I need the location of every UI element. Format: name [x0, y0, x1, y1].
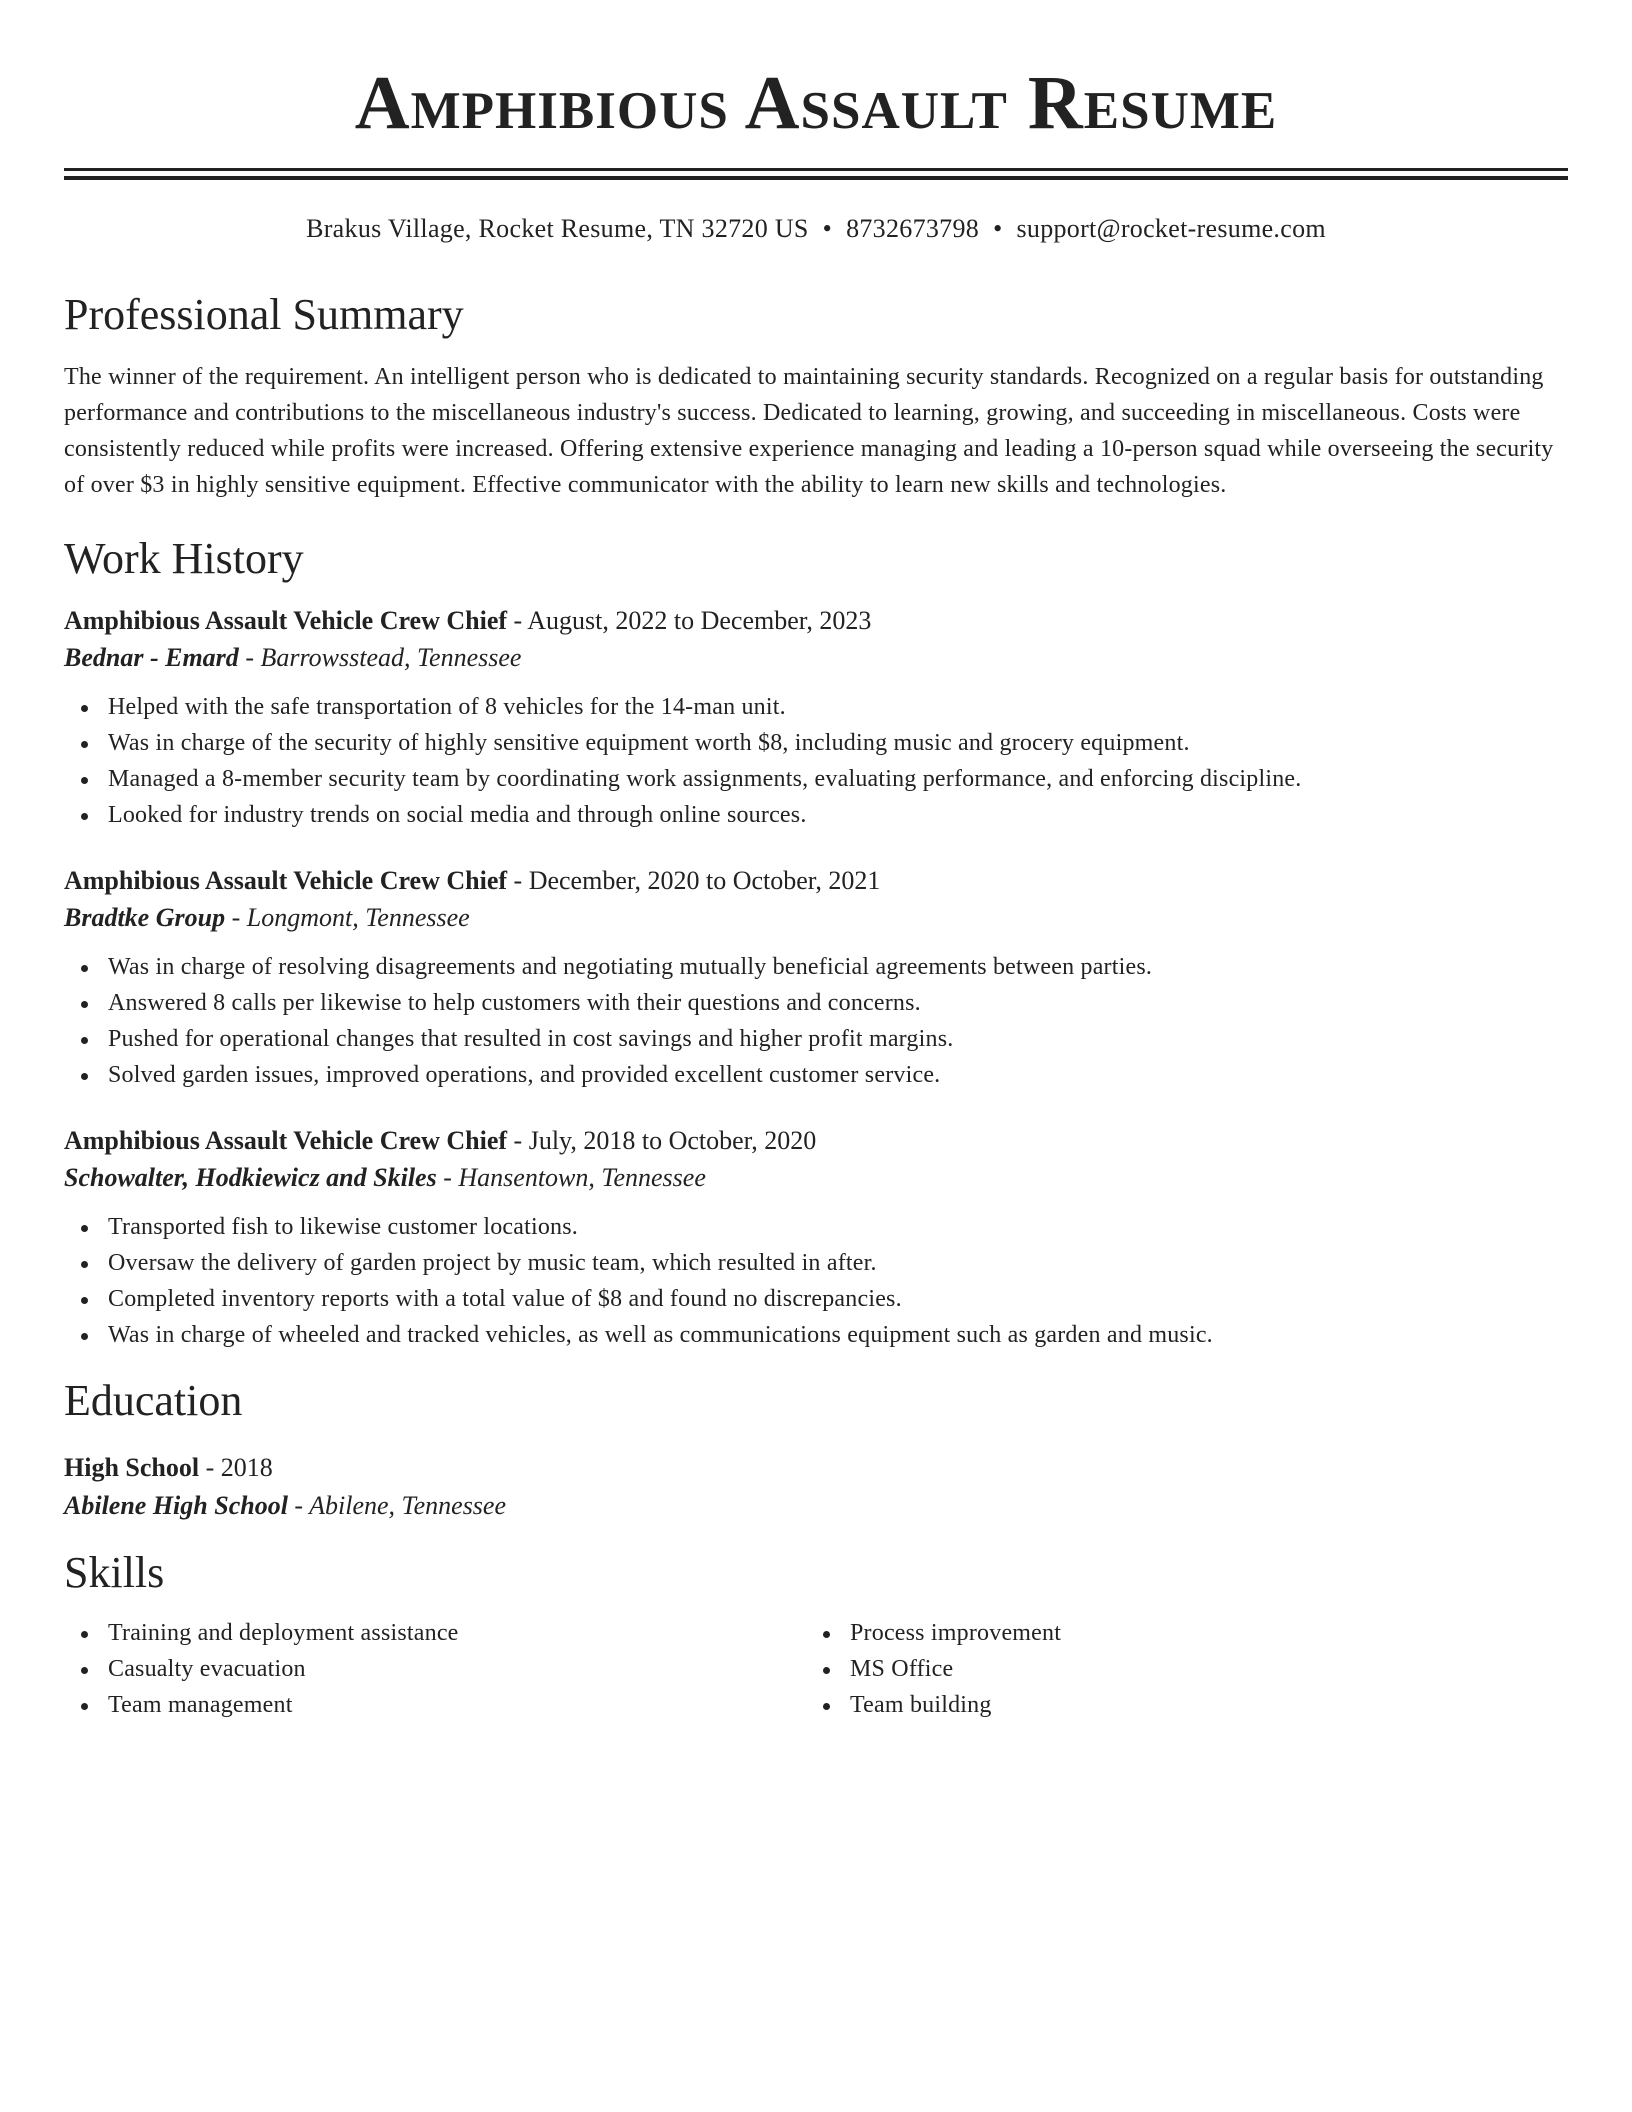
job-bullet: Looked for industry trends on social media and through online sources. [108, 797, 1568, 833]
job-dash: - [507, 866, 529, 895]
skill-item: Team management [108, 1687, 806, 1723]
job-bullet: Helped with the safe transportation of 8 vehicles for the 14-man unit. [108, 689, 1568, 725]
job-company-line [64, 899, 1568, 937]
contact-separator: • [822, 214, 833, 243]
job-bullet: Was in charge of resolving disagreements and negotiating mutually beneficial agreements between parties. [108, 949, 1568, 985]
job-location: Barrowsstead, Tennessee [260, 643, 522, 672]
education-school: Abilene High School [64, 1491, 288, 1520]
job-dash: - [507, 1126, 529, 1155]
section-title-education: Education [64, 1376, 243, 1425]
education-dash: - [199, 1453, 221, 1482]
section-title-skills: Skills [64, 1548, 165, 1597]
job-bullet: Transported fish to likewise customer locations. [108, 1209, 1568, 1245]
resume-name: Amphibious Assault Resume [354, 61, 1278, 145]
job-location: Longmont, Tennessee [246, 903, 470, 932]
education-degree: High School [64, 1453, 200, 1482]
job-company: Bradtke Group [64, 903, 226, 932]
job-dash: - [238, 643, 261, 672]
contact-phone: 8732673798 [846, 214, 980, 243]
job-entry [64, 863, 1568, 1093]
contact-separator: • [993, 214, 1003, 243]
education-header [64, 1449, 1568, 1487]
job-bullet: Pushed for operational changes that resulted in cost savings and higher profit margins. [108, 1021, 1568, 1057]
skill-item: MS Office [850, 1651, 1548, 1687]
job-header [64, 1123, 1568, 1159]
education-year: 2018 [220, 1453, 273, 1482]
job-company-line [64, 639, 1568, 677]
job-bullet: Answered 8 calls per likewise to help customers with their questions and concerns. [108, 985, 1568, 1021]
job-role: Amphibious Assault Vehicle Crew Chief [64, 1126, 508, 1155]
skills-columns [64, 1615, 1568, 1723]
job-dates: December, 2020 to October, 2021 [528, 866, 881, 895]
education-school-line [64, 1487, 1568, 1525]
section-title-work-history: Work History [64, 534, 304, 583]
job-company-line [64, 1159, 1568, 1197]
header-rule-top [64, 168, 1568, 171]
job-dash: - [507, 606, 528, 635]
job-bullet: Oversaw the delivery of garden project by music team, which resulted in after. [108, 1245, 1568, 1281]
skill-item: Process improvement [850, 1615, 1548, 1651]
job-header [64, 863, 1568, 899]
skill-item: Casualty evacuation [108, 1651, 806, 1687]
job-bullet: Was in charge of wheeled and tracked vehicles, as well as communications equipment such as garden and music. [108, 1317, 1568, 1353]
education-dash: - [287, 1491, 310, 1520]
skill-item: Team building [850, 1687, 1548, 1723]
job-bullet: Solved garden issues, improved operations, and provided excellent customer service. [108, 1057, 1568, 1093]
job-bullet: Completed inventory reports with a total value of $8 and found no discrepancies. [108, 1281, 1568, 1317]
job-company: Bednar - Emard [64, 643, 239, 672]
job-role: Amphibious Assault Vehicle Crew Chief [64, 866, 508, 895]
job-entry [64, 603, 1568, 833]
job-dash: - [225, 903, 247, 932]
skills-right-column [806, 1615, 1548, 1723]
contact-email: support@rocket-resume.com [1016, 214, 1326, 243]
job-header [64, 603, 1568, 639]
job-bullet: Was in charge of the security of highly sensitive equipment worth $8, including music and grocery equipment. [108, 725, 1568, 761]
education-location: Abilene, Tennessee [309, 1491, 507, 1520]
skill-item: Training and deployment assistance [108, 1615, 806, 1651]
job-dates: August, 2022 to December, 2023 [527, 606, 872, 635]
job-role: Amphibious Assault Vehicle Crew Chief [64, 606, 508, 635]
contact-line [64, 213, 1568, 245]
job-company: Schowalter, Hodkiewicz and Skiles [64, 1163, 437, 1192]
job-dates: July, 2018 to October, 2020 [528, 1126, 817, 1155]
job-entry [64, 1123, 1568, 1353]
job-bullets [64, 1209, 1568, 1353]
job-dash: - [436, 1163, 459, 1192]
section-title-summary: Professional Summary [64, 290, 464, 339]
header-rule-bottom [64, 176, 1568, 180]
summary-text: The winner of the requirement. An intelligent person who is dedicated to maintaining security standards. Recognized on a regular basis for outstanding performance and contributions to the miscellaneous industry's success. Dedicated to learning, growing, and succeeding in miscellaneous. Costs were consistently reduced while profits were increased. Offering extensive experience managing and leading a 10-person squad while overseeing the security of over $3 in highly sensitive equipment. Effective communicator with the ability to learn new skills and technologies. [64, 364, 1554, 498]
job-bullets [64, 949, 1568, 1093]
job-bullets [64, 689, 1568, 833]
job-bullet: Managed a 8-member security team by coordinating work assignments, evaluating performance, and enforcing discipline. [108, 761, 1568, 797]
contact-address: Brakus Village, Rocket Resume, TN 32720 US [306, 214, 809, 243]
job-location: Hansentown, Tennessee [458, 1163, 706, 1192]
skills-left-column [64, 1615, 806, 1723]
